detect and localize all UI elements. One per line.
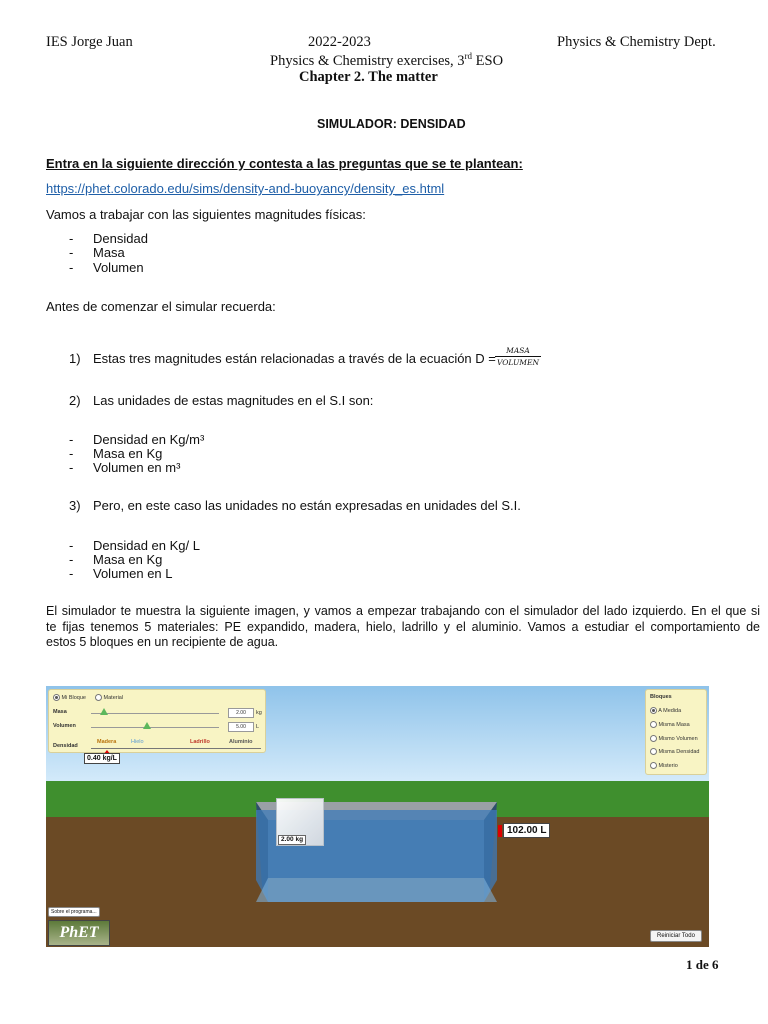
density-fraction (495, 346, 541, 367)
water-volume-readout: 102.00 L (503, 823, 550, 838)
reset-all-button[interactable]: Reiniciar Todo (650, 930, 702, 942)
material-madera: Madera (97, 739, 117, 745)
instruction: Entra en la siguiente dirección y contesta a las preguntas que se te plantean: (46, 156, 523, 171)
item1-number: 1) (69, 351, 81, 366)
material-aluminio: Aluminio (229, 739, 253, 745)
radio-icon (95, 694, 102, 701)
radio-icon (650, 721, 657, 728)
chapter-title: Chapter 2. The matter (299, 69, 438, 85)
fraction-numerator: MASA (506, 346, 530, 355)
radio-material[interactable] (95, 694, 123, 701)
list-dash: - (69, 566, 74, 581)
radio-label: Mi Bloque (61, 694, 86, 701)
subtitle-pre: Physics & Chemistry exercises, 3 (270, 52, 465, 69)
fraction-bar (495, 356, 541, 357)
volume-slider-thumb[interactable] (143, 722, 151, 729)
density-scale (91, 748, 261, 749)
mass-slider-track[interactable] (91, 713, 219, 714)
blocks-option[interactable] (650, 735, 698, 742)
item2-text: Las unidades de estas magnitudes en el S.I son: (93, 393, 374, 408)
item1-text: Estas tres magnitudes están relacionadas a través de la ecuación D = (93, 351, 496, 366)
material-ladrillo: Ladrillo (190, 739, 210, 745)
list-dash: - (69, 245, 74, 260)
blocks-panel (645, 689, 707, 775)
radio-label: Material (103, 694, 124, 701)
mass-input[interactable]: 2.00 (228, 708, 254, 718)
list-dash: - (69, 260, 74, 275)
list-dash: - (69, 552, 74, 567)
option-label: Misterio (658, 762, 678, 769)
list-item: Masa (93, 245, 125, 260)
material-hielo: Hielo (131, 739, 144, 745)
list-item: Densidad en Kg/ L (93, 538, 200, 553)
list-dash: - (69, 432, 74, 447)
phet-logo[interactable]: PhET (48, 920, 110, 946)
intro-text: Vamos a trabajar con las siguientes magnitudes físicas: (46, 207, 366, 222)
about-button[interactable]: Sobre el programa... (48, 907, 100, 917)
list-dash: - (69, 446, 74, 461)
item3-number: 3) (69, 498, 81, 513)
header-dept: Physics & Chemistry Dept. (557, 34, 716, 50)
mass-label: Masa (53, 709, 67, 715)
list-item: Densidad en Kg/m³ (93, 432, 205, 447)
list-item: Masa en Kg (93, 552, 163, 567)
blocks-option[interactable] (650, 762, 678, 769)
item2-number: 2) (69, 393, 81, 408)
block-mass-label: 2.00 kg (278, 835, 306, 845)
option-label: A Medida (658, 707, 682, 714)
paragraph-line: estos 5 bloques en un recipiente de agua. (46, 635, 279, 649)
mass-unit: kg (256, 710, 262, 716)
pool-floor (256, 878, 497, 902)
density-label: Densidad (53, 743, 78, 749)
water-level-marker (498, 825, 502, 837)
volume-label: Volumen (53, 723, 76, 729)
list-item: Volumen en m³ (93, 460, 181, 475)
header-school: IES Jorge Juan (46, 34, 133, 50)
list-item: Densidad (93, 231, 148, 246)
option-label: Mismo Volumen (658, 735, 698, 742)
radio-icon (53, 694, 60, 701)
subtitle-post: ESO (472, 52, 504, 69)
blocks-option[interactable] (650, 748, 700, 755)
list-dash: - (69, 460, 74, 475)
volume-slider-track[interactable] (91, 727, 219, 728)
header-year: 2022-2023 (308, 34, 371, 50)
option-label: Misma Densidad (658, 748, 700, 755)
list-item: Volumen (93, 260, 144, 275)
simulator-paragraph (46, 604, 760, 651)
option-label: Misma Masa (658, 721, 690, 728)
paragraph-line: te fijas tenemos 5 materiales: PE expandido, madera, hielo, ladrillo y el aluminio. Vamos a estudiar el comportamiento de (46, 619, 760, 634)
list-item: Masa en Kg (93, 446, 163, 461)
blocks-option[interactable] (650, 721, 690, 728)
volume-unit: L (256, 724, 260, 730)
list-item: Volumen en L (93, 566, 173, 581)
radio-icon (650, 762, 657, 769)
item3-text: Pero, en este caso las unidades no están expresadas en unidades del S.I. (93, 498, 521, 513)
radio-my-block[interactable] (53, 694, 86, 701)
simulator-screenshot (46, 686, 709, 947)
page-number: 1 de 6 (686, 957, 719, 972)
radio-icon (650, 707, 657, 714)
list-dash: - (69, 231, 74, 246)
blocks-option[interactable] (650, 707, 681, 714)
remember-text: Antes de comenzar el simular recuerda: (46, 299, 276, 314)
radio-icon (650, 748, 657, 755)
list-dash: - (69, 538, 74, 553)
subtitle-sup: rd (464, 51, 473, 61)
density-readout: 0.40 kg/L (84, 753, 120, 764)
fraction-denominator: VOLUMEN (496, 358, 540, 367)
blocks-title: Bloques (650, 694, 672, 700)
doc-title: SIMULADOR: DENSIDAD (317, 117, 466, 131)
paragraph-line: El simulador te muestra la siguiente imagen, y vamos a empezar trabajando con el simulador del lado izquierdo. En el que si (46, 604, 760, 618)
radio-icon (650, 735, 657, 742)
mass-slider-thumb[interactable] (100, 708, 108, 715)
block-control-panel (48, 689, 266, 753)
header-subtitle (270, 51, 503, 70)
volume-input[interactable]: 5.00 (228, 722, 254, 732)
simulator-link[interactable]: https://phet.colorado.edu/sims/density-and-buoyancy/density_es.html (46, 181, 445, 196)
